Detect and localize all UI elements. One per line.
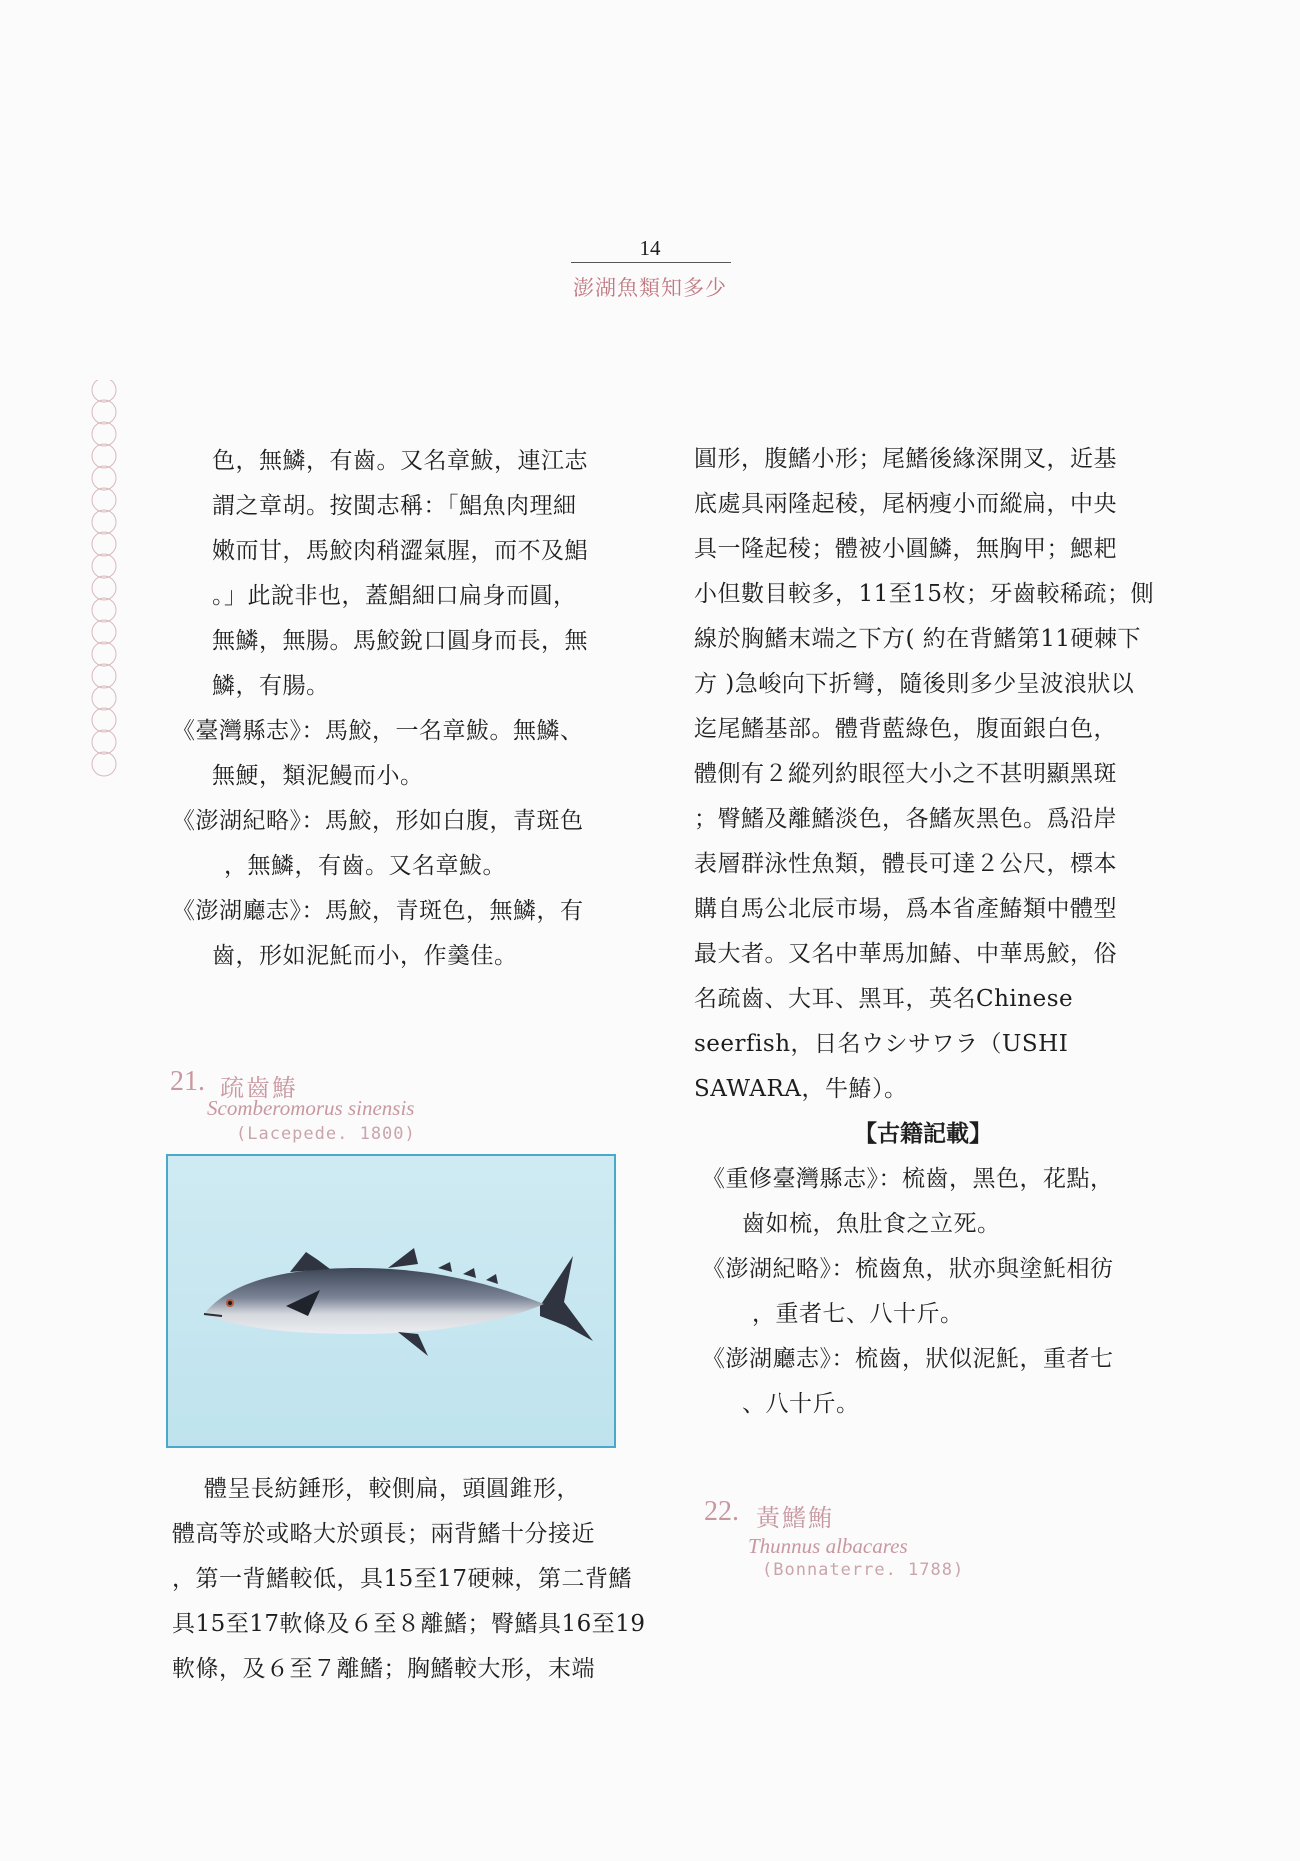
- text-line: 謂之章胡。按閩志稱：「鯧魚肉理細: [212, 493, 577, 519]
- text-line: 、八十斤。: [742, 1391, 860, 1417]
- text-line: 方 )急峻向下折彎，隨後則多少呈波浪狀以: [694, 671, 1135, 697]
- text-line: 圓形，腹鰭小形；尾鰭後緣深開叉，近基: [694, 446, 1117, 472]
- species-author: (Bonnaterre. 1788): [762, 1560, 965, 1580]
- text-line: 具15至17軟條及６至８離鰭；臀鰭具16至19: [172, 1611, 646, 1637]
- text-line: 《重修臺灣縣志》：梳齒，黑色，花點，: [702, 1166, 1114, 1192]
- scale-ornament: [84, 380, 124, 780]
- text-line: 軟條，及６至７離鰭；胸鰭較大形，末端: [172, 1656, 595, 1682]
- records-heading: 【古籍記載】: [854, 1120, 992, 1147]
- text-line: 體呈長紡錘形，較側扁，頭圓錐形，: [204, 1476, 580, 1502]
- species-number: 21.: [170, 1066, 205, 1097]
- scientific-name: Scomberomorus sinensis: [207, 1096, 415, 1120]
- text-line: ，無鱗，有齒。又名章鮁。: [224, 853, 506, 879]
- text-line: 迄尾鰭基部。體背藍綠色，腹面銀白色，: [694, 716, 1117, 742]
- text-line: ；臀鰭及離鰭淡色，各鰭灰黑色。爲沿岸: [694, 806, 1117, 832]
- fish-photo: [166, 1154, 616, 1448]
- species-name: 疏齒鰆: [220, 1074, 298, 1102]
- text-line: 鱗，有腸。: [212, 673, 330, 699]
- text-line: ，第一背鰭較低，具15至17硬棘，第二背鰭: [172, 1566, 633, 1592]
- text-line: 表層群泳性魚類，體長可達２公尺，標本: [694, 851, 1117, 877]
- text-line: 底處具兩隆起稜，尾柄瘦小而縱扁，中央: [694, 491, 1117, 517]
- species-name: 黃鰭鮪: [756, 1504, 834, 1532]
- text-line: 名疏齒、大耳、黑耳，英名Chinese: [694, 986, 1074, 1012]
- fish-illustration: [168, 1156, 614, 1446]
- text-line: 線於胸鰭末端之下方( 約在背鰭第11硬棘下: [694, 626, 1142, 652]
- text-line: 《澎湖紀略》：梳齒魚，狀亦與塗魠相彷: [702, 1256, 1114, 1282]
- text-line: 《臺灣縣志》：馬鮫，一名章鮁。無鱗、: [172, 718, 584, 744]
- text-line: 齒如梳，魚肚食之立死。: [742, 1211, 1001, 1237]
- text-line: 具一隆起稜；體被小圓鱗，無胸甲；鰓耙: [694, 536, 1117, 562]
- scientific-name: Thunnus albacares: [748, 1534, 908, 1558]
- text-line: 體高等於或略大於頭長；兩背鰭十分接近: [172, 1521, 595, 1547]
- header-rule: [571, 262, 731, 263]
- text-line: 《澎湖紀略》：馬鮫，形如白腹，青斑色: [172, 808, 584, 834]
- text-line: 小但數目較多，11至15枚；牙齒較稀疏；側: [694, 581, 1155, 607]
- text-line: 最大者。又名中華馬加鰆、中華馬鮫，俗: [694, 941, 1117, 967]
- text-line: 《澎湖廳志》：梳齒，狀似泥魠，重者七: [702, 1346, 1114, 1372]
- text-line: ，重者七、八十斤。: [752, 1301, 964, 1327]
- book-title: 澎湖魚類知多少: [573, 276, 727, 300]
- species-author: (Lacepede. 1800): [236, 1124, 416, 1144]
- text-line: SAWARA，牛鰆）。: [694, 1076, 908, 1102]
- text-line: 無鱗，無腸。馬鮫銳口圓身而長，無: [212, 628, 588, 654]
- text-line: 齒，形如泥魠而小，作羹佳。: [212, 943, 518, 969]
- text-line: seerfish，日名ウシサワラ（USHI: [694, 1031, 1069, 1057]
- text-line: 體側有２縱列約眼徑大小之不甚明顯黑斑: [694, 761, 1117, 787]
- text-line: 無鯁，類泥鰻而小。: [212, 763, 424, 789]
- text-line: 嫩而甘，馬鮫肉稍澀氣腥，而不及鯧: [212, 538, 588, 564]
- text-line: 。」此說非也，蓋鯧細口扁身而圓，: [212, 583, 577, 609]
- text-line: 《澎湖廳志》：馬鮫，青斑色，無鱗，有: [172, 898, 584, 924]
- page-number: 14: [639, 236, 661, 260]
- text-line: 色，無鱗，有齒。又名章鮁，連江志: [212, 448, 588, 474]
- text-line: 購自馬公北辰市場，爲本省產鰆類中體型: [694, 896, 1117, 922]
- species-number: 22.: [704, 1496, 739, 1527]
